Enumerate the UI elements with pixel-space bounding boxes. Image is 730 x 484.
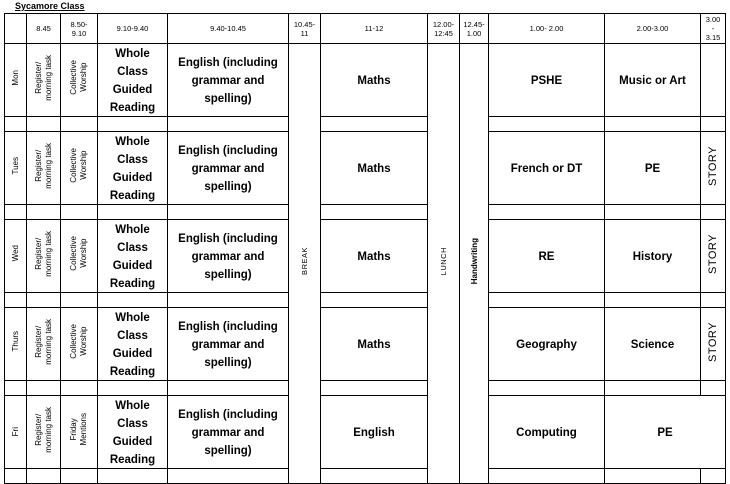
afternoon-2-cell-text: PE [644,163,661,175]
afternoon-2-cell-text: Music or Art [619,75,686,87]
reading-cell-text: Whole Class Guided Reading [109,400,156,466]
afternoon-1-cell-text: PSHE [530,75,563,87]
spacer-cell [61,205,98,220]
late-morning-cell-text: Maths [357,251,391,263]
header-cell [61,14,98,44]
header-cell-text: 10.45- 11 [293,19,316,38]
handwriting-column-text: Handwriting [469,237,479,285]
spacer-cell [489,205,605,220]
spacer-cell [5,293,27,308]
header-cell [321,14,428,44]
worship-cell-text: Collective Worship [69,148,88,183]
register-cell [27,44,61,117]
afternoon-2-cell [605,308,701,381]
afternoon-1-cell-text: French or DT [510,163,583,175]
header-cell-text: 12.00- 12:45 [432,19,455,38]
spacer-cell [701,293,726,308]
break-column-text: BREAK [300,247,309,275]
register-cell [27,132,61,205]
afternoon-2-cell [605,220,701,293]
afternoon-2-cell-text: History [632,251,673,263]
spacer-cell [27,117,61,132]
spacer-cell [5,381,27,396]
english-cell [168,220,289,293]
lunch-column-text: LUNCH [439,246,448,276]
spacer-cell [61,117,98,132]
worship-cell [61,308,98,381]
english-cell [168,396,289,469]
spacer-cell [168,117,289,132]
story-cell [701,44,726,117]
late-morning-cell-text: English [353,427,395,439]
story-cell [701,132,726,205]
spacer-row [5,117,726,132]
spacer-cell [27,293,61,308]
story-cell-text: STORY [707,321,719,362]
spacer-cell [489,293,605,308]
spacer-cell [61,381,98,396]
english-cell-text: English (including grammar and spelling) [178,57,278,105]
english-cell-text: English (including grammar and spelling) [178,233,278,281]
afternoon-1-cell [489,44,605,117]
spacer-cell [489,117,605,132]
spacer-cell [321,381,428,396]
late-morning-cell [321,44,428,117]
afternoon-2-cell [605,44,701,117]
afternoon-1-cell [489,396,605,469]
reading-cell-text: Whole Class Guided Reading [109,136,156,202]
story-cell-text: STORY [707,233,719,274]
spacer-cell [605,381,701,396]
header-cell [701,14,726,44]
day-label-text: Fri [10,426,20,436]
header-cell-text: 3.00 - 3.15 [705,15,721,42]
english-cell [168,308,289,381]
reading-cell [98,308,168,381]
day-row [5,308,726,381]
day-label [5,220,27,293]
afternoon-1-cell-text: Computing [516,427,577,439]
worship-cell [61,396,98,469]
story-cell [701,308,726,381]
spacer-cell [27,381,61,396]
worship-cell-text: Collective Worship [69,324,88,359]
break-column [289,44,321,484]
header-cell-text: 8.50- 9.10 [70,19,88,38]
english-cell-text: English (including grammar and spelling) [178,409,278,457]
spacer-cell [701,381,726,396]
late-morning-cell-text: Maths [357,163,391,175]
header-row [5,14,726,44]
spacer-cell [321,293,428,308]
day-label [5,44,27,117]
header-cell [5,14,27,44]
header-cell [428,14,460,44]
worship-cell [61,44,98,117]
day-row [5,396,726,469]
english-cell-text: English (including grammar and spelling) [178,145,278,193]
spacer-cell [605,205,701,220]
header-cell-text: 9.40-10.45 [210,24,246,33]
afternoon-2-cell [605,132,701,205]
afternoon-1-cell-text: Geography [516,339,577,351]
register-cell-text: Register/ morning task [33,230,53,277]
worship-cell-text: Collective Worship [69,236,88,271]
spacer-cell [605,117,701,132]
spacer-cell [321,117,428,132]
late-morning-cell [321,220,428,293]
afternoon-1-cell [489,220,605,293]
header-cell [98,14,168,44]
register-cell-text: Register/ morning task [33,406,53,453]
worship-cell-text: Friday Mentions [69,413,88,446]
spacer-cell [27,205,61,220]
afternoon-1-cell [489,308,605,381]
spacer-row [5,381,726,396]
reading-cell [98,132,168,205]
header-cell-text: 12.45- 1.00 [463,19,485,38]
page-title: Sycamore Class [15,1,85,11]
spacer-cell [321,205,428,220]
spacer-cell [5,205,27,220]
reading-cell [98,220,168,293]
spacer-cell [701,205,726,220]
spacer-cell [98,381,168,396]
late-morning-cell [321,308,428,381]
spacer-cell [489,381,605,396]
register-cell [27,220,61,293]
spacer-cell [98,293,168,308]
reading-cell [98,44,168,117]
english-cell [168,132,289,205]
header-cell [289,14,321,44]
day-row [5,44,726,117]
spacer-row [5,205,726,220]
header-cell-text: 11-12 [364,24,384,33]
spacer-cell [98,205,168,220]
reading-cell-text: Whole Class Guided Reading [109,224,156,290]
register-cell [27,308,61,381]
day-row [5,132,726,205]
spacer-cell [168,293,289,308]
day-label-text: Mon [10,69,20,86]
timetable [4,13,726,484]
afternoon-1-cell [489,132,605,205]
lunch-column [428,44,460,484]
register-cell-text: Register/ morning task [33,318,53,365]
worship-cell [61,132,98,205]
late-morning-cell-text: Maths [357,75,391,87]
spacer-cell [168,381,289,396]
spacer-cell [168,205,289,220]
day-label-text: Tues [10,156,20,175]
spacer-cell [61,293,98,308]
day-label [5,132,27,205]
day-label [5,396,27,469]
late-morning-cell [321,132,428,205]
english-cell-text: English (including grammar and spelling) [178,321,278,369]
spacer-cell [5,117,27,132]
header-cell-text: 2.00-3.00 [636,24,669,33]
header-cell-text: 9.10-9.40 [116,24,149,33]
spacer-cell [701,117,726,132]
reading-cell-text: Whole Class Guided Reading [109,48,156,114]
header-cell-text: 1.00- 2.00 [529,24,564,33]
reading-cell [98,396,168,469]
afternoon-1-cell-text: RE [538,251,555,263]
header-cell [605,14,701,44]
day-row [5,220,726,293]
day-label [5,308,27,381]
spacer-cell [98,117,168,132]
register-cell [27,396,61,469]
register-cell-text: Register/ morning task [33,142,53,189]
spacer-row [5,293,726,308]
register-cell-text: Register/ morning task [33,54,53,101]
header-cell [168,14,289,44]
late-morning-cell-text: Maths [357,339,391,351]
spacer-cell [605,293,701,308]
story-cell-text: STORY [707,145,719,186]
day-label-text: Wed [10,245,20,262]
reading-cell-text: Whole Class Guided Reading [109,312,156,378]
header-cell-text: 8.45 [36,24,51,33]
header-cell [27,14,61,44]
english-cell [168,44,289,117]
late-morning-cell [321,396,428,469]
story-cell [701,220,726,293]
header-cell [460,14,489,44]
day-label-text: Thurs [10,331,20,352]
afternoon-2-cell [605,396,726,469]
afternoon-2-cell-text: Science [630,339,675,351]
afternoon-2-cell-text: PE [657,427,673,439]
handwriting-column [460,44,489,484]
worship-cell-text: Collective Worship [69,60,88,95]
header-cell [489,14,605,44]
worship-cell [61,220,98,293]
